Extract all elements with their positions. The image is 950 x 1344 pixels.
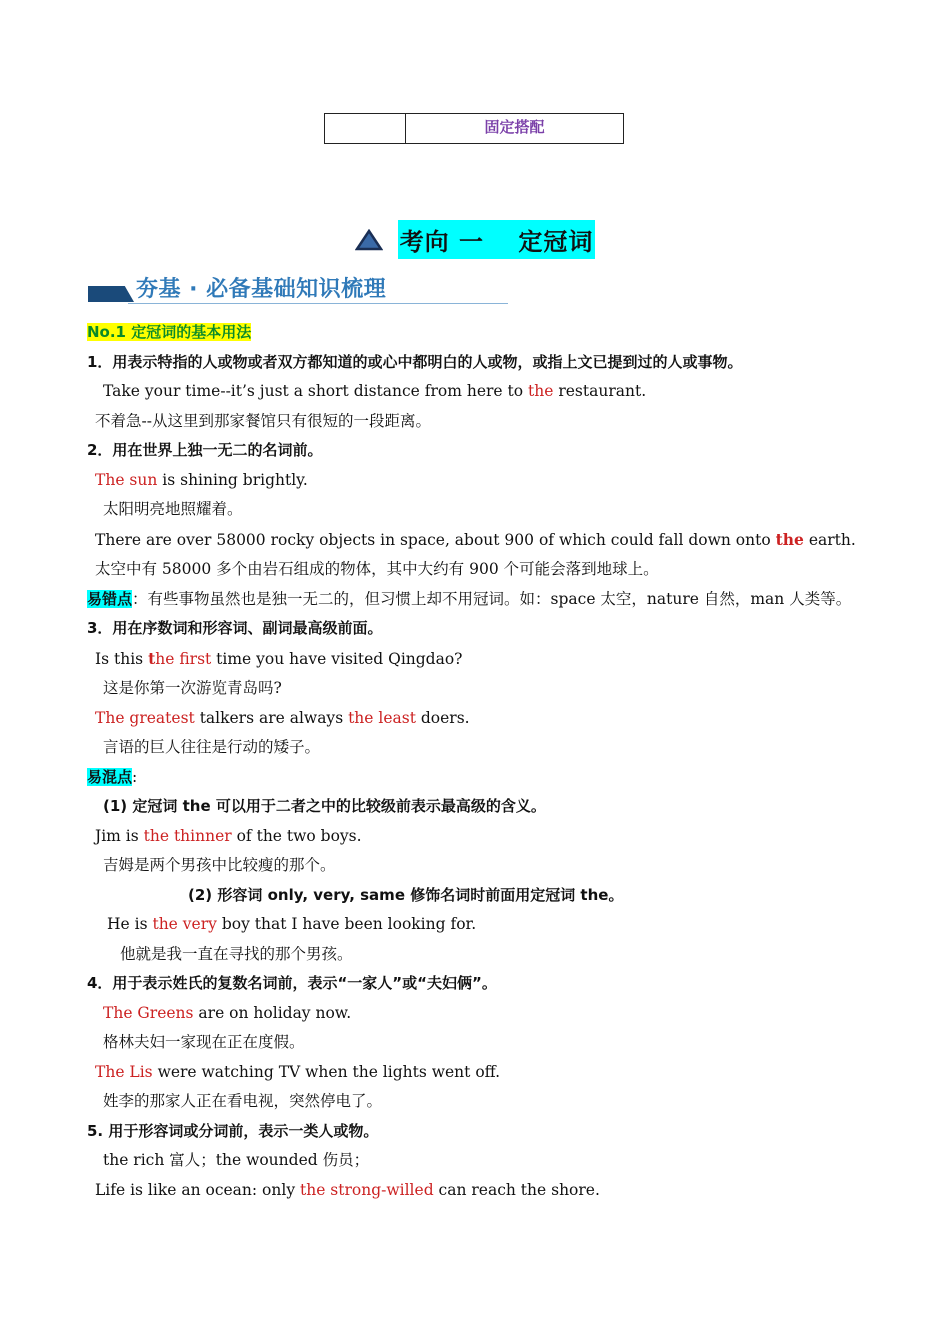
banner-text: 夯基 · 必备基础知识梳理 (136, 277, 387, 302)
example-11: Life is like an ocean: only the strong-willed can reach the shore. (95, 1180, 600, 1199)
example-2-cn: 太阳明亮地照耀着。 (103, 500, 243, 518)
banner-bar (88, 286, 134, 302)
rule-2: 2．用在世界上独一无二的名词前。 (87, 441, 323, 459)
table-cell-fixed-collocation: 固定搭配 (484, 118, 545, 136)
example-9: The Lis were watching TV when the lights went off. (95, 1062, 501, 1081)
rule-3: 3．用在序数词和形容词、副词最高级前面。 (87, 619, 383, 637)
knowledge-banner (88, 272, 510, 308)
example-8: The Greens are on holiday now. (103, 1003, 352, 1022)
banner-underline (128, 303, 508, 304)
content (87, 318, 877, 1205)
rule-4: 4．用于表示姓氏的复数名词前，表示“一家人”或“夫妇俩”。 (87, 974, 497, 992)
example-9-cn: 姓李的那家人正在看电视，突然停电了。 (103, 1092, 383, 1110)
example-6: Jim is the thinner of the two boys. (95, 826, 362, 845)
example-10: the rich 富人；the wounded 伤员； (103, 1151, 370, 1169)
note-error-prone: 易错点：有些事物虽然也是独一无二的，但习惯上却不用冠词。如：space 太空，nature 自然，man 人类等。 (87, 589, 852, 608)
example-5: The greatest talkers are always the least doers. (95, 708, 470, 727)
example-5-cn: 言语的巨人往往是行动的矮子。 (103, 738, 321, 756)
table-cell-empty (325, 114, 406, 143)
example-1-cn: 不着急--从这里到那家餐馆只有很短的一段距离。 (95, 411, 431, 430)
triangle-icon (355, 229, 383, 251)
sub-rule-2: (2) 形容词 only, very, same 修饰名词时前面用定冠词 the。 (188, 885, 624, 904)
sub-rule-1: (1) 定冠词 the 可以用于二者之中的比较级前表示最高级的含义。 (103, 797, 546, 815)
note-confusable: 易混点: (87, 767, 138, 786)
example-4-cn: 这是你第一次游览青岛吗? (103, 679, 282, 697)
section-heading (0, 220, 950, 259)
example-7: He is the very boy that I have been looking for. (107, 915, 477, 933)
rule-1: 1．用表示特指的人或物或者双方都知道的或心中都明白的人或物，或指上文已提到过的人或事物。 (87, 352, 743, 371)
example-4: Is this the first time you have visited Qingdao? (95, 648, 463, 668)
example-2: The sun is shining brightly. (95, 470, 308, 489)
example-7-cn: 他就是我一直在寻找的那个男孩。 (120, 944, 353, 963)
example-3: There are over 58000 rocky objects in space, about 900 of which could fall down onto the earth. (95, 529, 856, 549)
top-table (324, 113, 624, 144)
example-3-cn: 太空中有 58000 多个由岩石组成的物体，其中大约有 900 个可能会落到地球上。 (95, 560, 659, 578)
rule-5: 5. 用于形容词或分词前，表示一类人或物。 (87, 1121, 379, 1140)
subheading-no1: No.1 定冠词的基本用法 (87, 323, 252, 341)
section-title: 考向 一 定冠词 (398, 220, 596, 259)
example-6-cn: 吉姆是两个男孩中比较瘦的那个。 (103, 856, 336, 874)
example-8-cn: 格林夫妇一家现在正在度假。 (103, 1033, 305, 1051)
example-1: Take your time--it’s just a short distance from here to the restaurant. (103, 382, 647, 400)
